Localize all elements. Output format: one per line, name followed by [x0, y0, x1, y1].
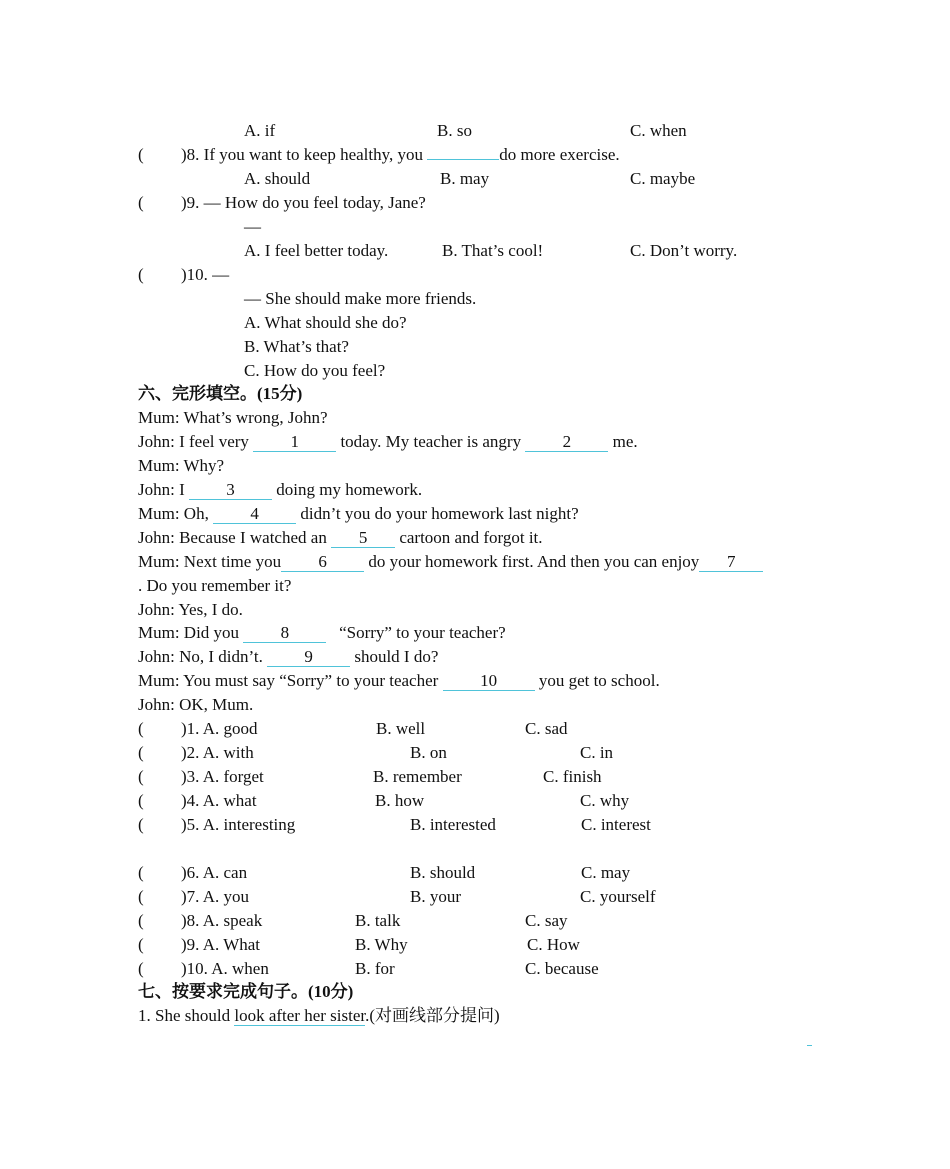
dialog-line-6b: cartoon and forgot it.: [399, 528, 543, 547]
cloze-option-9c: C. How: [527, 935, 580, 954]
q8-option-b: B. may: [440, 169, 490, 188]
q8-blank[interactable]: [427, 159, 499, 160]
dialog-line-4: [138, 480, 422, 500]
cloze-option-1b: B. well: [376, 719, 426, 738]
cloze-paren-1: (: [138, 719, 144, 738]
cloze-paren-3: (: [138, 767, 144, 786]
q9-paren: (: [138, 193, 144, 212]
cloze-blank-5[interactable]: 5: [331, 529, 395, 548]
dialog-line-12: [138, 671, 660, 691]
sentence-1-underlined: look after her sister: [234, 1006, 366, 1025]
q8-paren: (: [138, 145, 144, 164]
dialog-line-10: [138, 623, 506, 643]
cloze-option-1c: C. sad: [525, 719, 568, 738]
dialog-line-4b: doing my homework.: [276, 480, 423, 499]
q9-stem: )9. — How do you feel today, Jane?: [181, 193, 426, 212]
cloze-blank-4[interactable]: 4: [213, 505, 296, 524]
dialog-line-2b: today. My teacher is angry: [340, 432, 522, 451]
q10-option-b: B. What’s that?: [244, 337, 349, 356]
cloze-option-4a: )4. A. what: [181, 791, 257, 810]
sentence-1: [138, 1006, 500, 1026]
q8-option-c: C. maybe: [630, 169, 696, 188]
cloze-option-7b: B. your: [410, 887, 461, 906]
cloze-option-8a: )8. A. speak: [181, 911, 263, 930]
q9-option-a: A. I feel better today.: [244, 241, 389, 260]
cloze-blank-10[interactable]: 10: [443, 672, 535, 691]
q8-stem-text: )8. If you want to keep healthy, you: [181, 145, 424, 164]
q8-tail: do more exercise.: [499, 145, 620, 164]
q10-option-a: A. What should she do?: [244, 313, 407, 332]
dialog-line-5a: Mum: Oh,: [138, 504, 209, 523]
cloze-option-8b: B. talk: [355, 911, 401, 930]
cloze-blank-1[interactable]: 1: [253, 433, 336, 452]
q8-option-a: A. should: [244, 169, 311, 188]
cloze-option-10c: C. because: [525, 959, 599, 978]
q9-dash: —: [244, 217, 261, 236]
q7-option-c: C. when: [630, 121, 687, 140]
q7-option-b: B. so: [437, 121, 472, 140]
dialog-line-5: [138, 504, 579, 524]
cloze-blank-7[interactable]: 7: [699, 553, 763, 572]
cloze-paren-2: (: [138, 743, 144, 762]
dialog-line-7a: Mum: Next time you: [138, 552, 282, 571]
dialog-line-2c: me.: [612, 432, 638, 451]
dialog-line-7: [138, 552, 763, 572]
dialog-line-7b: do your homework first. And then you can enjoy: [368, 552, 700, 571]
cloze-paren-8: (: [138, 911, 144, 930]
cloze-option-4c: C. why: [580, 791, 630, 810]
cloze-option-9b: B. Why: [355, 935, 408, 954]
q10-paren: (: [138, 265, 144, 284]
cloze-option-9a: )9. A. What: [181, 935, 261, 954]
dialog-line-6a: John: Because I watched an: [138, 528, 327, 547]
cloze-paren-4: (: [138, 791, 144, 810]
q7-option-a: A. if: [244, 121, 276, 140]
cloze-option-2c: C. in: [580, 743, 614, 762]
dialog-line-1: Mum: What’s wrong, John?: [138, 408, 328, 427]
cloze-blank-9[interactable]: 9: [267, 648, 350, 667]
dialog-line-3: Mum: Why?: [138, 456, 225, 475]
dialog-line-6: [138, 528, 543, 548]
dialog-line-12b: you get to school.: [538, 671, 660, 690]
dialog-line-9: John: Yes, I do.: [138, 600, 243, 619]
cloze-option-6a: )6. A. can: [181, 863, 248, 882]
dialog-line-10b: “Sorry” to your teacher?: [339, 623, 506, 642]
cloze-paren-10: (: [138, 959, 144, 978]
sentence-1-start: 1. She should: [138, 1006, 231, 1025]
cloze-option-8c: C. say: [525, 911, 568, 930]
dialog-line-8: . Do you remember it?: [138, 576, 292, 595]
dialog-line-2: [138, 432, 638, 452]
cloze-option-3b: B. remember: [373, 767, 462, 786]
q10-stem: )10. —: [181, 265, 230, 284]
cloze-option-5c: C. interest: [581, 815, 651, 834]
cloze-blank-8[interactable]: 8: [243, 624, 326, 643]
cloze-blank-6[interactable]: 6: [281, 553, 364, 572]
cloze-option-7a: )7. A. you: [181, 887, 249, 906]
dialog-line-2a: John: I feel very: [138, 432, 249, 451]
dialog-line-12a: Mum: You must say “Sorry” to your teacher: [138, 671, 439, 690]
q8-stem: [181, 145, 620, 165]
cloze-option-2a: )2. A. with: [181, 743, 254, 762]
cloze-paren-7: (: [138, 887, 144, 906]
dialog-line-4a: John: I: [138, 480, 185, 499]
dialog-line-10a: Mum: Did you: [138, 623, 240, 642]
cloze-option-5a: )5. A. interesting: [181, 815, 296, 834]
cloze-option-6b: B. should: [410, 863, 476, 882]
q10-reply: — She should make more friends.: [244, 289, 477, 308]
cloze-option-7c: C. yourself: [580, 887, 656, 906]
q9-option-c: C. Don’t worry.: [630, 241, 738, 260]
q10-option-c: C. How do you feel?: [244, 361, 386, 380]
dialog-line-11a: John: No, I didn’t.: [138, 647, 263, 666]
sentence-1-end: .(对画线部分提问): [365, 1006, 500, 1025]
cloze-paren-5: (: [138, 815, 144, 834]
cloze-option-10a: )10. A. when: [181, 959, 269, 978]
cloze-option-3a: )3. A. forget: [181, 767, 264, 786]
cloze-paren-9: (: [138, 935, 144, 954]
cloze-paren-6: (: [138, 863, 144, 882]
cloze-option-3c: C. finish: [543, 767, 602, 786]
section6-title: 六、完形填空。(15分): [138, 384, 303, 403]
cloze-option-4b: B. how: [375, 791, 425, 810]
dialog-line-13: John: OK, Mum.: [138, 695, 254, 714]
cloze-option-10b: B. for: [355, 959, 395, 978]
dialog-line-11: [138, 647, 438, 667]
q9-option-b: B. That’s cool!: [442, 241, 544, 260]
cloze-blank-3[interactable]: 3: [189, 481, 272, 500]
dialog-line-11b: should I do?: [354, 647, 439, 666]
cloze-option-1a: )1. A. good: [181, 719, 258, 738]
cloze-blank-2[interactable]: 2: [525, 433, 608, 452]
cloze-option-6c: C. may: [581, 863, 631, 882]
cloze-option-5b: B. interested: [410, 815, 496, 834]
cloze-option-2b: B. on: [410, 743, 447, 762]
dialog-line-5b: didn’t you do your homework last night?: [300, 504, 579, 523]
section7-title: 七、按要求完成句子。(10分): [138, 982, 354, 1001]
page-mark: [807, 1045, 812, 1046]
